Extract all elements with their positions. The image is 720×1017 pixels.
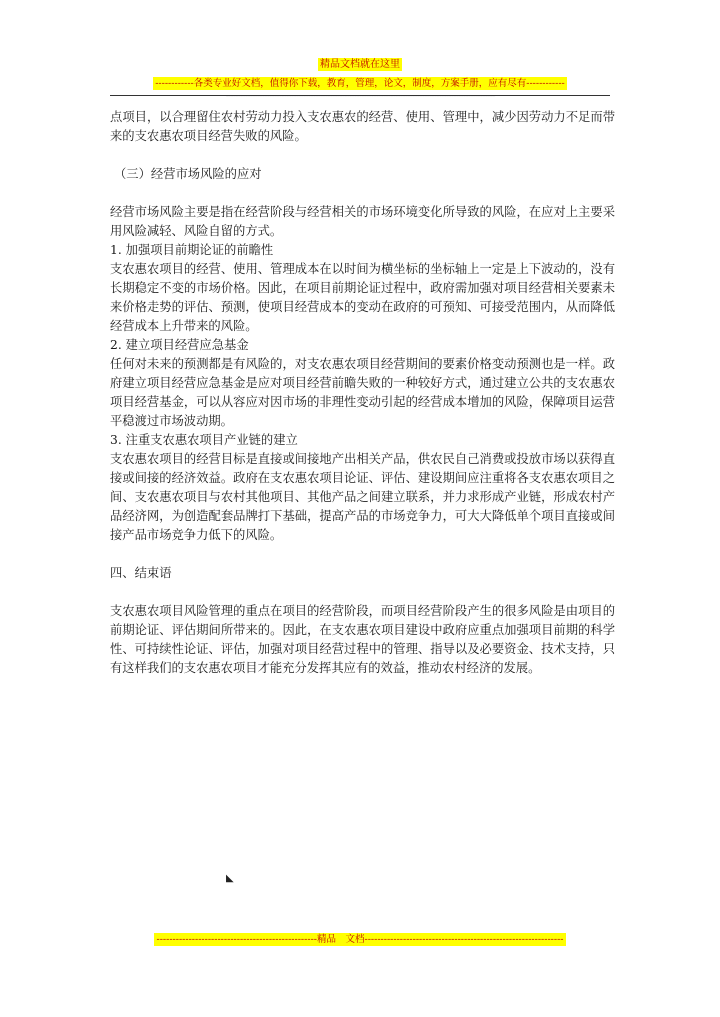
- page-header: [110, 52, 610, 100]
- section-heading-market-risk: （三）经营市场风险的应对: [114, 167, 262, 181]
- paragraph-market-risk-intro: 经营市场风险主要是指在经营阶段与经营相关的市场环境变化所导致的风险，在应对上主要采用风险减轻、风险自留的方式。: [110, 205, 615, 238]
- paragraph-conclusion: 支农惠农项目风险管理的重点在项目的经营阶段，而项目经营阶段产生的很多风险是由项目的前期论证、评估期间所带来的。因此，在支农惠农项目建设中政府应重点加强项目前期的科学性、可持续性论证、评估，加强对项目经营过程中的管理、指导以及必要资金、技术支持，只有这样我们的支农惠农项目才能充分发挥其应有的效益，推动农村经济的发展。: [110, 604, 615, 675]
- stray-mark-icon: ◣: [226, 873, 234, 884]
- item-2-title: 2. 建立项目经营应急基金: [110, 338, 249, 352]
- paragraph-continuation: 点项目，以合理留住农村劳动力投入支农惠农的经营、使用、管理中，减少因劳动力不足而带来的支农惠农项目经营失败的风险。: [110, 110, 615, 143]
- page-footer: [110, 927, 610, 946]
- item-1-text: 支农惠农项目的经营、使用、管理成本在以时间为横坐标的坐标轴上一定是上下波动的，没有长期稳定不变的市场价格。因此，在项目前期论证过程中，政府需加强对项目经营相关要素未来价格走势的评估、预测，使项目经营成本的变动在政府的可预知、可接受范围内，从而降低经营成本上升带来的风险。: [110, 262, 615, 333]
- item-3-title: 3. 注重支农惠农项目产业链的建立: [110, 433, 298, 447]
- header-dash-line: --------------------------------------------------------------------------------------------------------------------------------------------------------------: [225, 91, 495, 100]
- section-heading-conclusion: 四、结束语: [110, 566, 172, 580]
- document-body: [110, 108, 615, 678]
- footer-text: --------------------------------------------------精品 文档--------------------------------------------------------------: [156, 934, 564, 945]
- item-1-title: 1. 加强项目前期论证的前瞻性: [110, 243, 274, 257]
- header-subtitle: ------------各类专业好文档，值得你下载，教育，管理，论文，制度，方案手册，应有尽有------------: [155, 78, 565, 89]
- item-2-text: 任何对未来的预测都是有风险的，对支农惠农项目经营期间的要素价格变动预测也是一样。政府建立项目经营应急基金是应对项目经营前瞻失败的一种较好方式，通过建立公共的支农惠农项目经营基金，可以从容应对因市场的非理性变动引起的经营成本增加的风险，保障项目运营平稳渡过市场波动期。: [110, 357, 615, 428]
- header-title: 精品文档就在这里: [320, 59, 400, 70]
- item-3-text: 支农惠农项目的经营目标是直接或间接地产出相关产品，供农民自己消费或投放市场以获得直接或间接的经济效益。政府在支农惠农项目论证、评估、建设期间应注重将各支农惠农项目之间、支农惠农项目与农村其他项目、其他产品之间建立联系，并力求形成产业链，形成农村产品经济网，为创造配套品牌打下基础，提高产品的市场竞争力，可大大降低单个项目直接或间接产品市场竞争力低下的风险。: [110, 452, 615, 542]
- header-divider: [110, 95, 610, 96]
